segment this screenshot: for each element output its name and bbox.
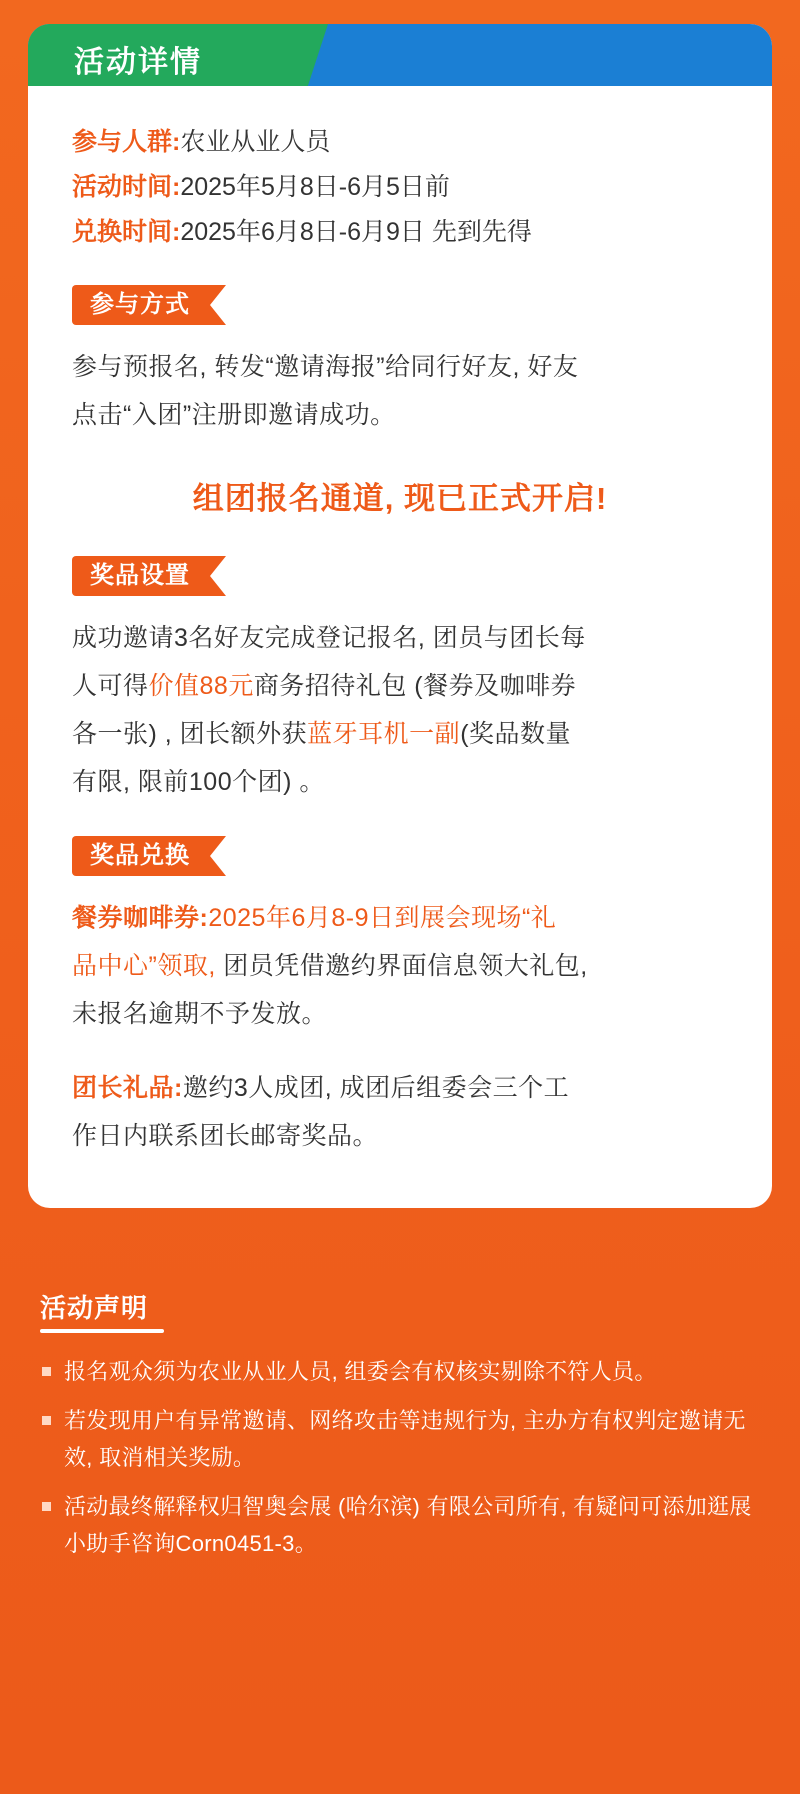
join-paragraph [72, 343, 728, 439]
prize-line-4: 有限, 限前100个团) 。 [72, 768, 325, 796]
prize-line-2-prefix: 人可得 [72, 672, 149, 700]
activity-statement [40, 1288, 762, 1574]
prize-paragraph [72, 614, 728, 806]
prize-line-1: 成功邀请3名好友完成登记报名, 团员与团长每 [72, 624, 586, 652]
redeem-voucher-line-3: 未报名逾期不予发放。 [72, 1000, 328, 1028]
join-paragraph-line-2: 点击“入团”注册即邀请成功。 [72, 401, 396, 429]
ribbon-tail-redeem [210, 836, 226, 876]
redeem-leader-paragraph [72, 1064, 728, 1160]
redeem-leader-text: 邀约3人成团, 成团后组委会三个工 [182, 1074, 570, 1102]
statement-item: 报名观众须为农业从业人员, 组委会有权核实剔除不符人员。 [40, 1353, 762, 1390]
card-header [28, 24, 772, 86]
join-headline: 组团报名通道, 现已正式开启! [192, 481, 608, 516]
info-line-audience [72, 120, 728, 165]
section-ribbon-redeem [72, 836, 210, 876]
statement-item: 活动最终解释权归智奥会展 (哈尔滨) 有限公司所有, 有疑问可添加逛展小助手咨询Corn0451-3。 [40, 1488, 762, 1562]
statement-item: 若发现用户有异常邀请、网络攻击等违规行为, 主办方有权判定邀请无效, 取消相关奖励。 [40, 1402, 762, 1476]
statement-title: 活动声明 [40, 1288, 148, 1333]
prize-value-highlight: 价值88元 [148, 672, 254, 700]
section-title-prize: 奖品设置 [90, 562, 190, 589]
section-title-join: 参与方式 [90, 291, 190, 318]
info-value-redeem-time: 2025年6月8日-6月9日 先到先得 [180, 218, 532, 246]
activity-details-card [28, 24, 772, 1208]
info-label-audience: 参与人群: [72, 128, 181, 156]
info-line-activity-time [72, 165, 728, 210]
card-header-title: 活动详情 [74, 46, 202, 79]
redeem-voucher-paragraph [72, 894, 728, 1038]
section-title-redeem: 奖品兑换 [90, 842, 190, 869]
info-value-activity-time: 2025年5月8日-6月5日前 [180, 173, 450, 201]
ribbon-tail-join [210, 285, 226, 325]
info-label-activity-time: 活动时间: [72, 173, 181, 201]
card-body [28, 86, 772, 1208]
redeem-leader-label: 团长礼品: [72, 1074, 183, 1102]
prize-line-3-suffix: (奖品数量 [460, 720, 572, 748]
info-line-redeem-time [72, 210, 728, 255]
redeem-voucher-highlight-2: 品中心”领取, [72, 952, 216, 980]
prize-line-2-suffix: 商务招待礼包 (餐券及咖啡券 [253, 672, 577, 700]
prize-earphone-highlight: 蓝牙耳机一副 [307, 720, 461, 748]
info-value-audience: 农业从业人员 [180, 128, 331, 156]
statement-list [40, 1353, 762, 1562]
join-paragraph-line-1: 参与预报名, 转发“邀请海报”给同行好友, 好友 [72, 353, 579, 381]
prize-line-3-prefix: 各一张) , 团长额外获 [72, 720, 308, 748]
redeem-voucher-rest: 团员凭借邀约界面信息领大礼包, [215, 952, 588, 980]
redeem-voucher-highlight-1: 2025年6月8-9日到展会现场“礼 [208, 904, 557, 932]
section-ribbon-prize [72, 556, 210, 596]
section-ribbon-join [72, 285, 210, 325]
redeem-voucher-label: 餐券咖啡券: [72, 904, 209, 932]
info-label-redeem-time: 兑换时间: [72, 218, 181, 246]
ribbon-tail-prize [210, 556, 226, 596]
redeem-leader-line-2: 作日内联系团长邮寄奖品。 [72, 1122, 379, 1150]
